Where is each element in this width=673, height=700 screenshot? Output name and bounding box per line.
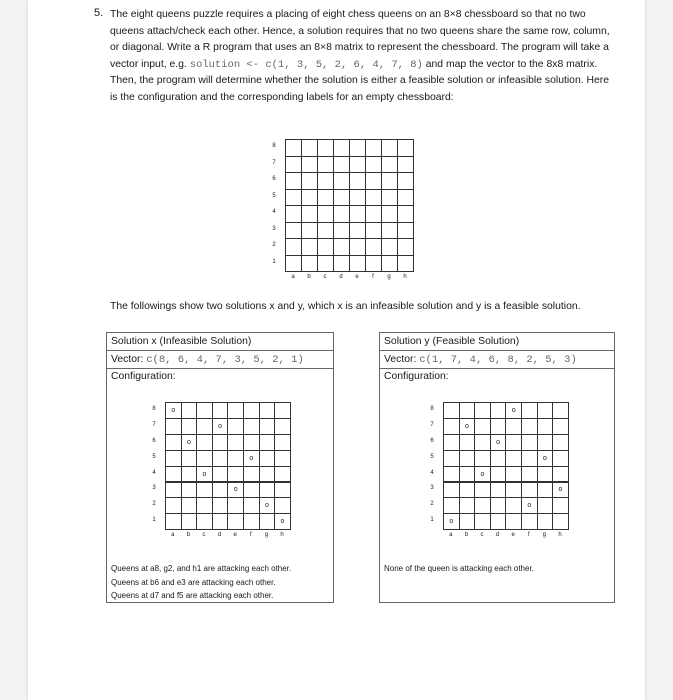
empty-board-square xyxy=(381,255,398,273)
board-x-square xyxy=(259,497,276,514)
empty-board-square xyxy=(365,156,382,174)
board-y-square xyxy=(521,450,538,467)
board-y-col-label: c xyxy=(480,532,484,539)
empty-board-square xyxy=(317,238,334,256)
empty-board-square xyxy=(301,222,318,240)
solution-y-note: None of the queen is attacking each other. xyxy=(384,564,534,573)
empty-board-square xyxy=(285,189,302,207)
board-x-square xyxy=(227,450,244,467)
empty-board-square xyxy=(349,255,366,273)
empty-board-square xyxy=(285,156,302,174)
board-x-col-label: b xyxy=(186,532,191,539)
empty-board-square xyxy=(349,189,366,207)
board-y-square xyxy=(459,513,476,530)
board-x-col-label: h xyxy=(280,532,284,539)
board-y-square xyxy=(537,450,554,467)
empty-board-square xyxy=(397,139,414,157)
board-y-col-label: b xyxy=(464,532,469,539)
empty-board-col-label: b xyxy=(307,274,311,280)
board-x-square xyxy=(243,482,260,499)
empty-board-square xyxy=(317,156,334,174)
board-x-square xyxy=(196,513,213,530)
board-y-square xyxy=(505,497,522,514)
board-x-row-label: 8 xyxy=(152,405,156,412)
empty-board-col-label: d xyxy=(339,274,343,280)
board-x-square xyxy=(181,513,198,530)
empty-board-square xyxy=(301,189,318,207)
empty-board-col-label: a xyxy=(291,274,295,280)
board-y-square xyxy=(552,482,569,499)
board-y-square xyxy=(521,418,538,435)
empty-board-square xyxy=(317,172,334,190)
board-x-row-label: 7 xyxy=(152,421,156,428)
empty-board-square xyxy=(285,222,302,240)
board-y-col-label: a xyxy=(449,532,453,539)
board-x-square xyxy=(212,402,229,419)
empty-board-square xyxy=(317,205,334,223)
solution-y-config-label: Configuration: xyxy=(384,371,449,382)
board-y-square xyxy=(490,466,507,483)
question-text-part-1: The eight queens puzzle requires a placing of eight chess queens on an 8×8 chessboard so that no two queens attach/check each other. Hence, a solution requires that no two queens share the same row, column, or diagonal. Write a R program that uses an 8×8 matrix to represent the chessboard. The program will take a vector input, e.g. xyxy=(110,9,610,70)
board-x-col-label: d xyxy=(217,532,222,539)
board-x-square xyxy=(259,418,276,435)
board-y-square xyxy=(490,434,507,451)
board-x-square xyxy=(212,418,229,435)
board-y-square xyxy=(552,497,569,514)
empty-board-square xyxy=(397,189,414,207)
empty-board-square xyxy=(381,222,398,240)
empty-board-square xyxy=(285,205,302,223)
board-x-square xyxy=(196,497,213,514)
board-x-square xyxy=(243,497,260,514)
board-y-square xyxy=(459,402,476,419)
example-code: solution <- c(1, 3, 5, 2, 6, 4, 7, 8) xyxy=(189,58,423,71)
board-y-square xyxy=(490,513,507,530)
board-y-square xyxy=(537,513,554,530)
board-x-square xyxy=(165,482,182,499)
queen-marker: o xyxy=(511,406,516,414)
board-y-square xyxy=(521,513,538,530)
empty-board-square xyxy=(317,222,334,240)
board-y-square xyxy=(459,434,476,451)
solution-x-note: Queens at d7 and f5 are attacking each other. xyxy=(111,591,274,600)
empty-board-square xyxy=(285,238,302,256)
board-y-square xyxy=(459,482,476,499)
board-x-square xyxy=(196,466,213,483)
board-x-square xyxy=(165,513,182,530)
board-y-row-label: 8 xyxy=(430,405,434,412)
board-x-square xyxy=(227,466,244,483)
empty-board-square xyxy=(365,189,382,207)
board-x-square xyxy=(274,482,291,499)
board-x-col-label: g xyxy=(264,532,269,539)
queen-marker: o xyxy=(233,486,238,494)
empty-board-square xyxy=(301,238,318,256)
queen-marker: o xyxy=(542,454,547,462)
board-x-square xyxy=(212,450,229,467)
solution-x-box xyxy=(106,332,334,603)
empty-board-square xyxy=(397,205,414,223)
board-y-row-label: 4 xyxy=(430,469,434,476)
board-y-col-label: g xyxy=(542,532,547,539)
board-x-square xyxy=(227,497,244,514)
board-y-square xyxy=(537,418,554,435)
empty-board-square xyxy=(301,205,318,223)
board-y-square xyxy=(552,402,569,419)
board-x-square xyxy=(227,482,244,499)
board-y-square xyxy=(474,466,491,483)
board-y-square xyxy=(443,513,460,530)
empty-board-square xyxy=(285,255,302,273)
empty-board-square xyxy=(333,238,350,256)
empty-board-col-label: f xyxy=(372,274,374,280)
board-x-square xyxy=(274,418,291,435)
board-y-square xyxy=(474,482,491,499)
board-y-square xyxy=(521,434,538,451)
board-x-square xyxy=(227,434,244,451)
empty-board-square xyxy=(365,205,382,223)
board-y-square xyxy=(490,418,507,435)
board-x-square xyxy=(259,450,276,467)
board-x-square xyxy=(274,434,291,451)
board-x-row-label: 3 xyxy=(152,485,156,492)
board-x-square xyxy=(196,482,213,499)
board-y-square xyxy=(490,450,507,467)
board-x-col-label: a xyxy=(171,532,175,539)
solution-x-notes xyxy=(111,562,291,603)
board-x-square xyxy=(212,513,229,530)
board-x-row-label: 2 xyxy=(152,501,156,508)
empty-board-square xyxy=(317,255,334,273)
board-y-square xyxy=(521,497,538,514)
solution-y-vector-label: Vector: xyxy=(384,354,420,365)
board-x-square xyxy=(165,497,182,514)
board-x-square xyxy=(259,402,276,419)
board-x-col-label: c xyxy=(202,532,206,539)
board-x-square xyxy=(196,434,213,451)
empty-board-col-label: e xyxy=(355,274,359,280)
board-y-square xyxy=(443,418,460,435)
empty-board-square xyxy=(317,139,334,157)
solution-y-vector xyxy=(380,351,614,369)
empty-board-square xyxy=(349,222,366,240)
queen-marker: o xyxy=(186,438,191,446)
board-y-square xyxy=(474,418,491,435)
empty-board-square xyxy=(349,238,366,256)
board-y-square xyxy=(474,497,491,514)
board-y-col-label: f xyxy=(527,532,530,539)
empty-board-square xyxy=(365,139,382,157)
board-x-square xyxy=(274,450,291,467)
empty-board-square xyxy=(333,139,350,157)
empty-board-row-label: 4 xyxy=(272,209,276,216)
board-x-square xyxy=(227,418,244,435)
empty-board-square xyxy=(381,139,398,157)
board-x-square xyxy=(196,450,213,467)
board-x-row-label: 5 xyxy=(152,453,156,460)
board-x-square xyxy=(212,434,229,451)
solution-x-vector-code: c(8, 6, 4, 7, 3, 5, 2, 1) xyxy=(146,354,304,366)
solution-x-note: Queens at a8, g2, and h1 are attacking each other. xyxy=(111,564,292,573)
empty-board-square xyxy=(381,238,398,256)
board-x-square xyxy=(259,482,276,499)
board-y-square xyxy=(443,402,460,419)
board-y-square xyxy=(459,497,476,514)
queen-marker: o xyxy=(464,422,469,430)
board-x-square xyxy=(259,434,276,451)
board-y-col-label: h xyxy=(558,532,562,539)
empty-board-square xyxy=(397,238,414,256)
queen-marker: o xyxy=(264,502,269,510)
board-x-square xyxy=(274,497,291,514)
board-y-square xyxy=(474,434,491,451)
queen-marker: o xyxy=(480,470,485,478)
board-y-row-label: 1 xyxy=(430,517,434,524)
board-y-square xyxy=(521,466,538,483)
queen-marker: o xyxy=(249,454,254,462)
board-y-square xyxy=(505,482,522,499)
board-y-square xyxy=(459,450,476,467)
empty-board-col-label: g xyxy=(387,274,391,280)
empty-board-row-label: 8 xyxy=(272,143,276,150)
board-x-square xyxy=(274,513,291,530)
solution-y-title: Solution y (Feasible Solution) xyxy=(380,333,614,351)
board-x-square xyxy=(227,513,244,530)
solution-x-config-label: Configuration: xyxy=(111,371,176,382)
board-x-square xyxy=(165,434,182,451)
board-y-square xyxy=(474,450,491,467)
board-x-square xyxy=(181,482,198,499)
board-x-square xyxy=(243,466,260,483)
queen-marker: o xyxy=(218,422,223,430)
empty-board-row-label: 6 xyxy=(272,176,276,183)
empty-board-square xyxy=(397,255,414,273)
board-y-row-label: 6 xyxy=(430,437,434,444)
empty-board-col-label: c xyxy=(323,274,327,280)
solution-y-vector-code: c(1, 7, 4, 6, 8, 2, 5, 3) xyxy=(419,354,577,366)
board-x-col-label: f xyxy=(249,532,252,539)
empty-board-square xyxy=(381,189,398,207)
empty-board-square xyxy=(301,139,318,157)
board-x-square xyxy=(181,418,198,435)
board-x-square xyxy=(274,466,291,483)
board-y-square xyxy=(474,402,491,419)
solution-x-vector-label: Vector: xyxy=(111,354,147,365)
board-x-square xyxy=(227,402,244,419)
board-x-square xyxy=(181,434,198,451)
board-y-square xyxy=(537,402,554,419)
empty-board-square xyxy=(301,255,318,273)
board-y-square xyxy=(505,466,522,483)
board-y-square xyxy=(521,482,538,499)
solution-x-vector xyxy=(107,351,333,369)
solution-y-box xyxy=(379,332,615,603)
empty-board-square xyxy=(333,255,350,273)
board-y-square xyxy=(490,482,507,499)
board-y-square xyxy=(505,402,522,419)
queen-marker: o xyxy=(496,438,501,446)
board-y-square xyxy=(537,434,554,451)
empty-board-square xyxy=(397,156,414,174)
solution-y-notes xyxy=(384,562,534,576)
empty-board-square xyxy=(333,222,350,240)
board-y-square xyxy=(443,466,460,483)
empty-board-square xyxy=(333,156,350,174)
empty-board-square xyxy=(301,172,318,190)
board-y-square xyxy=(552,466,569,483)
board-y-square xyxy=(505,513,522,530)
board-y-square xyxy=(490,497,507,514)
board-x-square xyxy=(212,497,229,514)
board-x-row-label: 4 xyxy=(152,469,156,476)
question-text-part-2: and map the vector to the 8x8 matrix. Then, the program will determine whether the solution is either a feasible solution or infeasible solution. Here is the configuration and the corresponding labels for an empty chessboard: xyxy=(110,58,610,103)
board-x-square xyxy=(212,466,229,483)
empty-board-square xyxy=(349,172,366,190)
board-y-square xyxy=(552,434,569,451)
question-number: 5. xyxy=(94,7,104,19)
board-x-square xyxy=(243,402,260,419)
board-y-square xyxy=(443,482,460,499)
empty-board-square xyxy=(349,205,366,223)
empty-board-square xyxy=(333,205,350,223)
board-x-square xyxy=(165,402,182,419)
board-y-square xyxy=(537,497,554,514)
board-y-square xyxy=(474,513,491,530)
board-y-row-label: 3 xyxy=(430,485,434,492)
board-y-square xyxy=(552,513,569,530)
board-x-square xyxy=(165,450,182,467)
board-x-col-label: e xyxy=(233,532,237,539)
board-y-col-label: d xyxy=(495,532,500,539)
board-y-square xyxy=(552,418,569,435)
board-y-row-label: 5 xyxy=(430,453,434,460)
empty-board-square xyxy=(381,156,398,174)
empty-board-square xyxy=(317,189,334,207)
empty-board-square xyxy=(365,222,382,240)
empty-board-square xyxy=(285,139,302,157)
empty-board-square xyxy=(285,172,302,190)
empty-board-square xyxy=(333,172,350,190)
question-text xyxy=(110,7,610,107)
empty-board-square xyxy=(333,189,350,207)
board-x-square xyxy=(181,450,198,467)
empty-board-square xyxy=(349,156,366,174)
empty-board-row-label: 7 xyxy=(272,159,276,166)
board-x-square xyxy=(181,497,198,514)
empty-board-row-label: 1 xyxy=(272,258,276,265)
solutions-intro: The followings show two solutions x and y, which x is an infeasible solution and y is a feasible solution. xyxy=(110,301,581,312)
empty-board-square xyxy=(365,238,382,256)
queen-marker: o xyxy=(280,518,285,526)
board-x-square xyxy=(181,466,198,483)
board-x-square xyxy=(165,418,182,435)
empty-board-square xyxy=(365,172,382,190)
board-y-square xyxy=(521,402,538,419)
board-x-square xyxy=(274,402,291,419)
board-y-square xyxy=(443,434,460,451)
solution-x-title: Solution x (Infeasible Solution) xyxy=(107,333,333,351)
board-x-square xyxy=(243,418,260,435)
empty-board-square xyxy=(397,172,414,190)
empty-board-square xyxy=(301,156,318,174)
board-x-square xyxy=(196,418,213,435)
empty-board-square xyxy=(381,205,398,223)
empty-board-square xyxy=(349,139,366,157)
board-y-row-label: 7 xyxy=(430,421,434,428)
board-y-square xyxy=(490,402,507,419)
empty-board-square xyxy=(397,222,414,240)
board-y-square xyxy=(505,434,522,451)
empty-board-square xyxy=(365,255,382,273)
board-x-square xyxy=(243,434,260,451)
board-y-square xyxy=(459,466,476,483)
board-x-square xyxy=(243,450,260,467)
queen-marker: o xyxy=(171,406,176,414)
solution-x-note: Queens at b6 and e3 are attacking each other. xyxy=(111,577,276,587)
board-x-square xyxy=(181,402,198,419)
board-y-square xyxy=(537,466,554,483)
empty-board-row-label: 5 xyxy=(272,192,276,199)
empty-board-col-label: h xyxy=(403,274,407,280)
board-x-square xyxy=(259,466,276,483)
board-x-square xyxy=(165,466,182,483)
empty-board-row-label: 3 xyxy=(272,225,276,232)
board-x-square xyxy=(212,482,229,499)
board-x-row-label: 6 xyxy=(152,437,156,444)
empty-board-row-label: 2 xyxy=(272,242,276,249)
board-y-square xyxy=(443,497,460,514)
board-y-square xyxy=(505,418,522,435)
board-y-square xyxy=(459,418,476,435)
queen-marker: o xyxy=(202,470,207,478)
board-y-square xyxy=(443,450,460,467)
board-x-square xyxy=(243,513,260,530)
board-y-col-label: e xyxy=(511,532,515,539)
board-y-square xyxy=(505,450,522,467)
board-x-row-label: 1 xyxy=(152,517,156,524)
board-x-square xyxy=(259,513,276,530)
queen-marker: o xyxy=(527,502,532,510)
board-y-row-label: 2 xyxy=(430,501,434,508)
queen-marker: o xyxy=(449,518,454,526)
board-x-square xyxy=(196,402,213,419)
queen-marker: o xyxy=(558,486,563,494)
board-y-square xyxy=(552,450,569,467)
board-y-square xyxy=(537,482,554,499)
empty-board-square xyxy=(381,172,398,190)
